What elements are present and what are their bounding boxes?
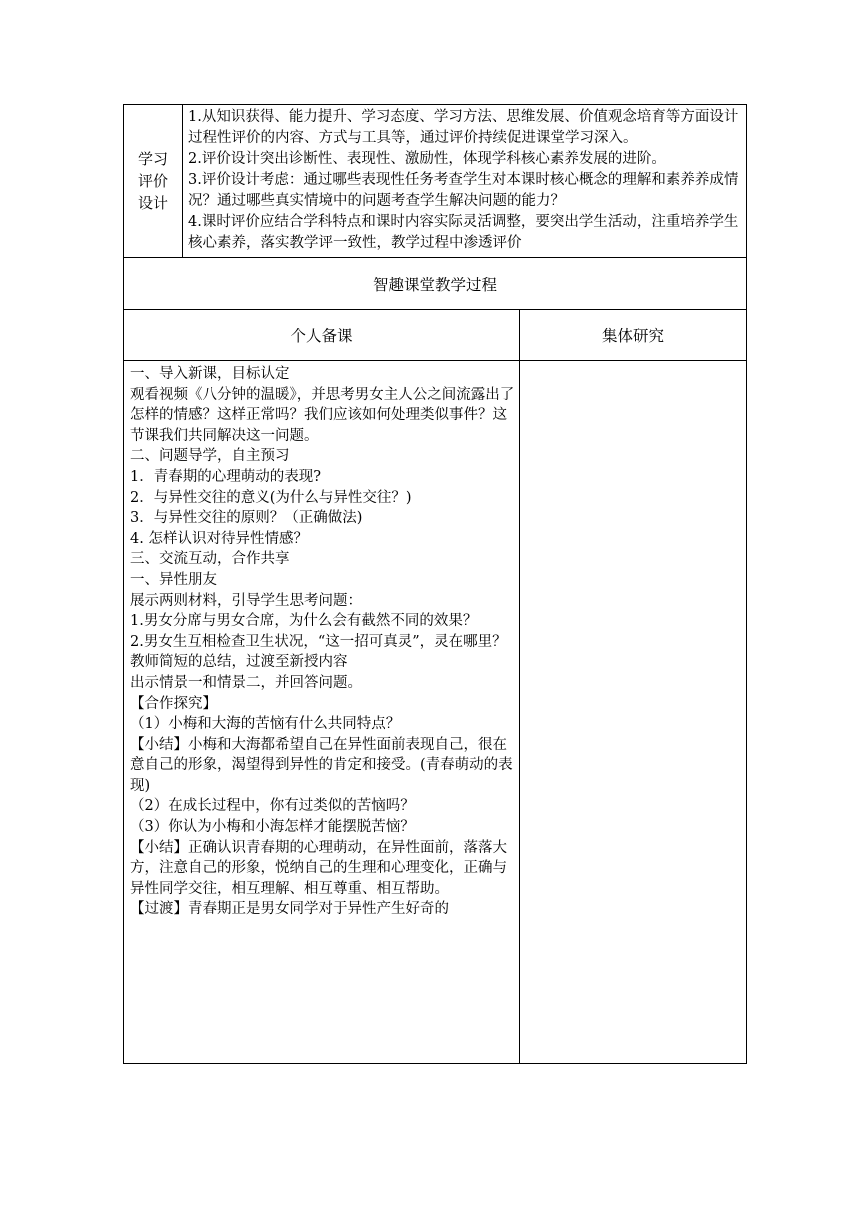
lesson-line: 2．与异性交往的意义(为什么与异性交往？): [130, 489, 412, 506]
lesson-line: 三、交流互动，合作共享: [130, 551, 290, 568]
eval-paragraph: 4.课时评价应结合学科特点和课时内容实际灵活调整，要突出学生活动，注重培养学生核心素养，落实教学评一致性，教学过程中渗透评价: [188, 214, 739, 251]
personal-prep-cell: [124, 361, 520, 1064]
group-research-header: 集体研究: [520, 310, 747, 361]
eval-content-cell: [183, 105, 747, 258]
column-header-row: [124, 310, 747, 361]
lesson-line: 一、异性朋友: [130, 571, 217, 588]
lesson-line: 出示情景一和情景二，并回答问题。: [130, 674, 362, 691]
lesson-line: （1）小梅和大海的苦恼有什么共同特点？: [130, 716, 401, 733]
lesson-line: 观看视频《八分钟的温暖》，并思考男女主人公之间流露出了怎样的情感？这样正常吗？我们应该如何处理类似事件？这节课我们共同解决这一问题。: [130, 386, 515, 444]
eval-paragraph: 1.从知识获得、能力提升、学习态度、学习方法、思维发展、价值观念培育等方面设计过程性评价的内容、方式与工具等，通过评价持续促进课堂学习深入。: [188, 109, 739, 146]
lesson-line: 4. 怎样认识对待异性情感？: [130, 530, 308, 547]
process-title-row: [124, 258, 747, 310]
lesson-line: （3）你认为小梅和小海怎样才能摆脱苦恼？: [130, 819, 415, 836]
lesson-body-row: [124, 361, 747, 1064]
lesson-line: 一、导入新课，目标认定: [130, 366, 290, 382]
eval-label-line: 评价: [137, 172, 168, 190]
lesson-line: 【过渡】青春期正是男女同学对于异性产生好奇的: [130, 901, 449, 918]
lesson-line: 教师简短的总结，过渡至新授内容: [130, 654, 348, 671]
lesson-line: 【小结】小梅和大海都希望自己在异性面前表现自己，很在意自己的形象，渴望得到异性的肯定和接受。(青春萌动的表现): [130, 736, 513, 794]
lesson-line: 2.男女生互相检查卫生状况，“这一招可真灵”，灵在哪里？: [130, 633, 507, 650]
eval-row: [124, 105, 747, 258]
lesson-line: 1．青春期的心理萌动的表现?: [130, 468, 321, 485]
process-title: 智趣课堂教学过程: [124, 258, 747, 310]
lesson-plan-table: [123, 104, 747, 1064]
lesson-line: 二、问题导学，自主预习: [130, 448, 290, 465]
lesson-line: （2）在成长过程中，你有过类似的苦恼吗？: [130, 798, 415, 815]
eval-label-cell: [124, 105, 183, 258]
eval-label-line: 学习: [137, 150, 168, 168]
personal-prep-header: 个人备课: [124, 310, 520, 361]
eval-paragraph: 3.评价设计考虑：通过哪些表现性任务考查学生对本课时核心概念的理解和素养养成情况？通过哪些真实情境中的问题考查学生解决问题的能力？: [188, 172, 739, 209]
lesson-line: 【合作探究】: [130, 695, 217, 712]
eval-label-line: 设计: [137, 194, 168, 212]
lesson-line: 【小结】正确认识青春期的心理萌动，在异性面前，落落大方，注意自己的形象，悦纳自己的生理和心理变化，正确与异性同学交往，相互理解、相互尊重、相互帮助。: [130, 839, 507, 897]
eval-paragraph: 2.评价设计突出诊断性、表现性、激励性，体现学科核心素养发展的进阶。: [188, 151, 666, 167]
lesson-line: 1.男女分席与男女合席，为什么会有截然不同的效果？: [130, 613, 478, 630]
lesson-line: 3．与异性交往的原则？（正确做法): [130, 510, 363, 527]
group-research-cell: [520, 361, 747, 1064]
lesson-line: 展示两则材料，引导学生思考问题：: [130, 592, 362, 609]
